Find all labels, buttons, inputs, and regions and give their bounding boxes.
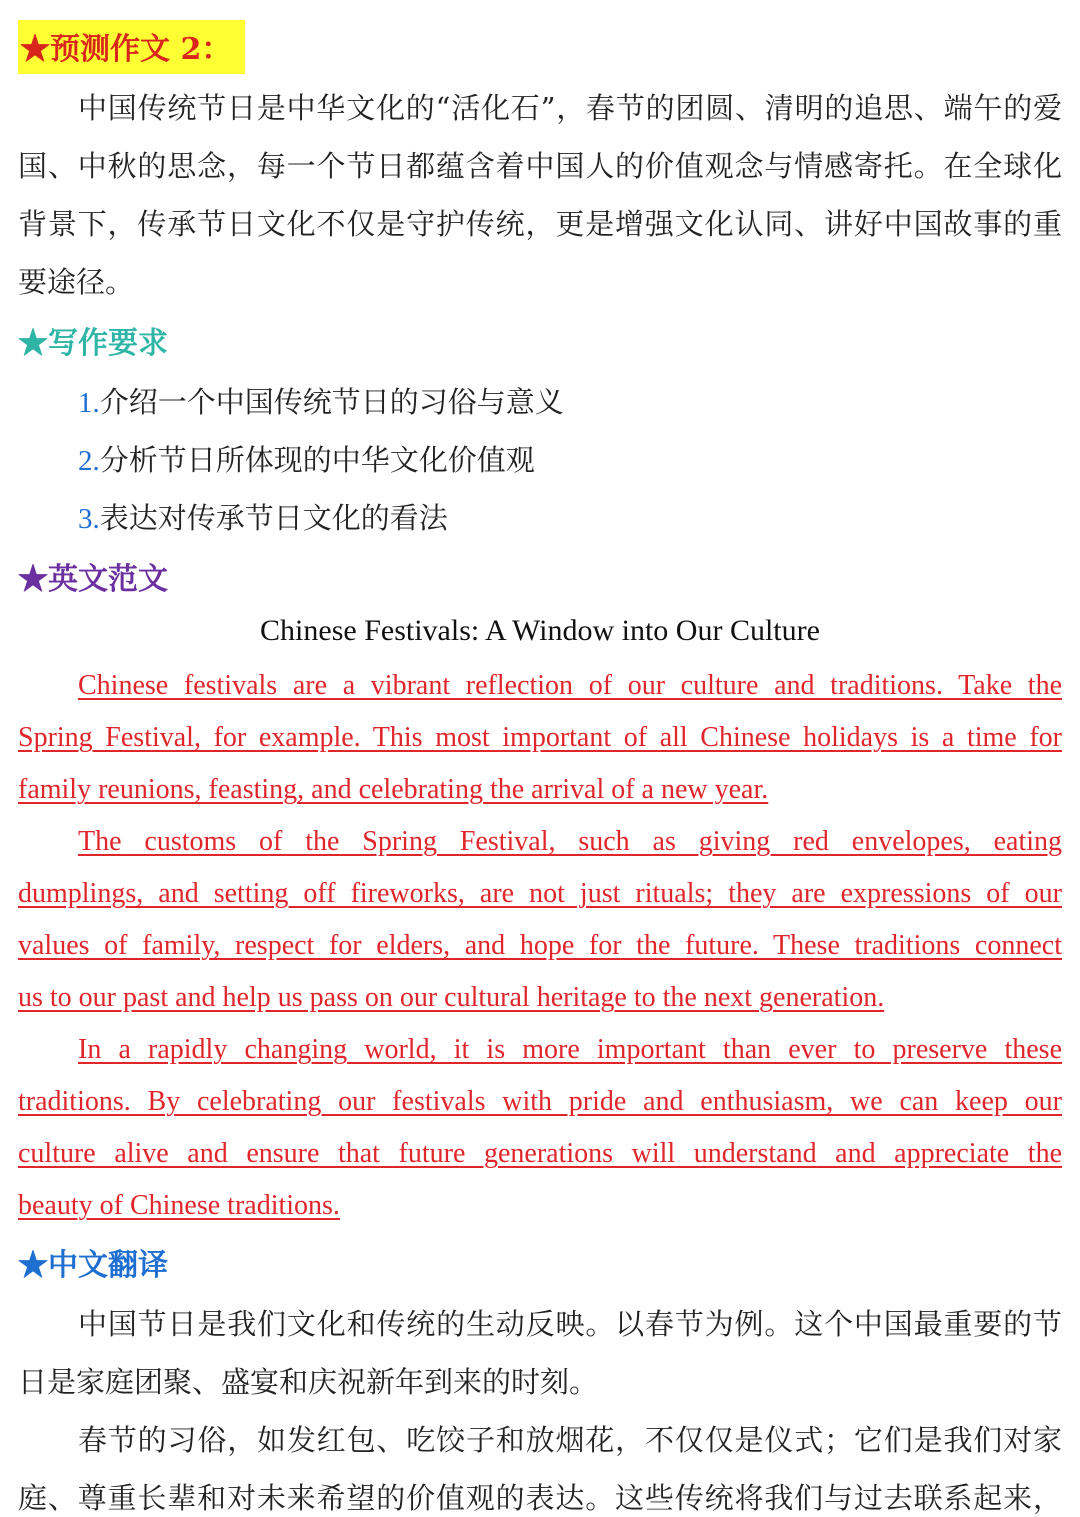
essay-line: family reunions, feasting, and celebrating the arrival of a new year. xyxy=(18,774,769,805)
intro-line: 国、中秋的思念，每一个节日都蕴含着中国人的价值观念与情感寄托。在全球化 xyxy=(18,149,1062,183)
essay-line: traditions. By celebrating our festivals with pride and enthusiasm, we can keep our xyxy=(18,1086,1062,1117)
essay-line: Chinese festivals are a vibrant reflection of our culture and traditions. Take the xyxy=(78,670,1062,701)
essay-line: beauty of Chinese traditions. xyxy=(18,1190,340,1221)
requirement-text: 表达对传承节日文化的看法 xyxy=(99,501,448,535)
requirement-item xyxy=(78,438,535,479)
essay-line: culture alive and ensure that future generations will understand and appreciate the xyxy=(18,1138,1062,1169)
intro-line: 中国传统节日是中华文化的“活化石”，春节的团圆、清明的追思、端午的爱 xyxy=(78,91,1062,125)
requirement-number: 3. xyxy=(78,503,100,535)
essay-line: us to our past and help us pass on our cultural heritage to the next generation. xyxy=(18,982,885,1013)
requirements-heading: ★写作要求 xyxy=(18,326,168,361)
translation-line: 日是家庭团聚、盛宴和庆祝新年到来的时刻。 xyxy=(18,1365,599,1399)
requirement-number: 2. xyxy=(78,445,100,477)
intro-line: 要途径。 xyxy=(18,265,135,299)
intro-line: 背景下，传承节日文化不仅是守护传统，更是增强文化认同、讲好中国故事的重 xyxy=(18,207,1062,241)
prediction-heading: ★预测作文 2： xyxy=(18,20,245,74)
requirement-item xyxy=(78,380,564,421)
english-essay-heading: ★英文范文 xyxy=(18,562,168,597)
essay-line: The customs of the Spring Festival, such as giving red envelopes, eating xyxy=(78,826,1062,857)
essay-line: dumplings, and setting off fireworks, are not just rituals; they are expressions of our xyxy=(18,878,1062,909)
requirement-text: 分析节日所体现的中华文化价值观 xyxy=(99,443,535,477)
essay-line: Spring Festival, for example. This most important of all Chinese holidays is a time for xyxy=(18,722,1062,753)
requirement-text: 介绍一个中国传统节日的习俗与意义 xyxy=(99,385,564,419)
essay-line: In a rapidly changing world, it is more important than ever to preserve these xyxy=(78,1034,1062,1065)
translation-line: 庭、尊重长辈和对未来希望的价值观的表达。这些传统将我们与过去联系起来， xyxy=(18,1481,1062,1515)
requirement-number: 1. xyxy=(78,387,100,419)
essay-line: values of family, respect for elders, and hope for the future. These traditions connect xyxy=(18,930,1062,961)
requirement-item xyxy=(78,496,448,537)
essay-title: Chinese Festivals: A Window into Our Culture xyxy=(260,614,820,647)
translation-heading: ★中文翻译 xyxy=(18,1248,168,1283)
translation-line: 中国节日是我们文化和传统的生动反映。以春节为例。这个中国最重要的节 xyxy=(78,1307,1062,1341)
translation-line: 春节的习俗，如发红包、吃饺子和放烟花，不仅仅是仪式；它们是我们对家 xyxy=(78,1423,1062,1457)
